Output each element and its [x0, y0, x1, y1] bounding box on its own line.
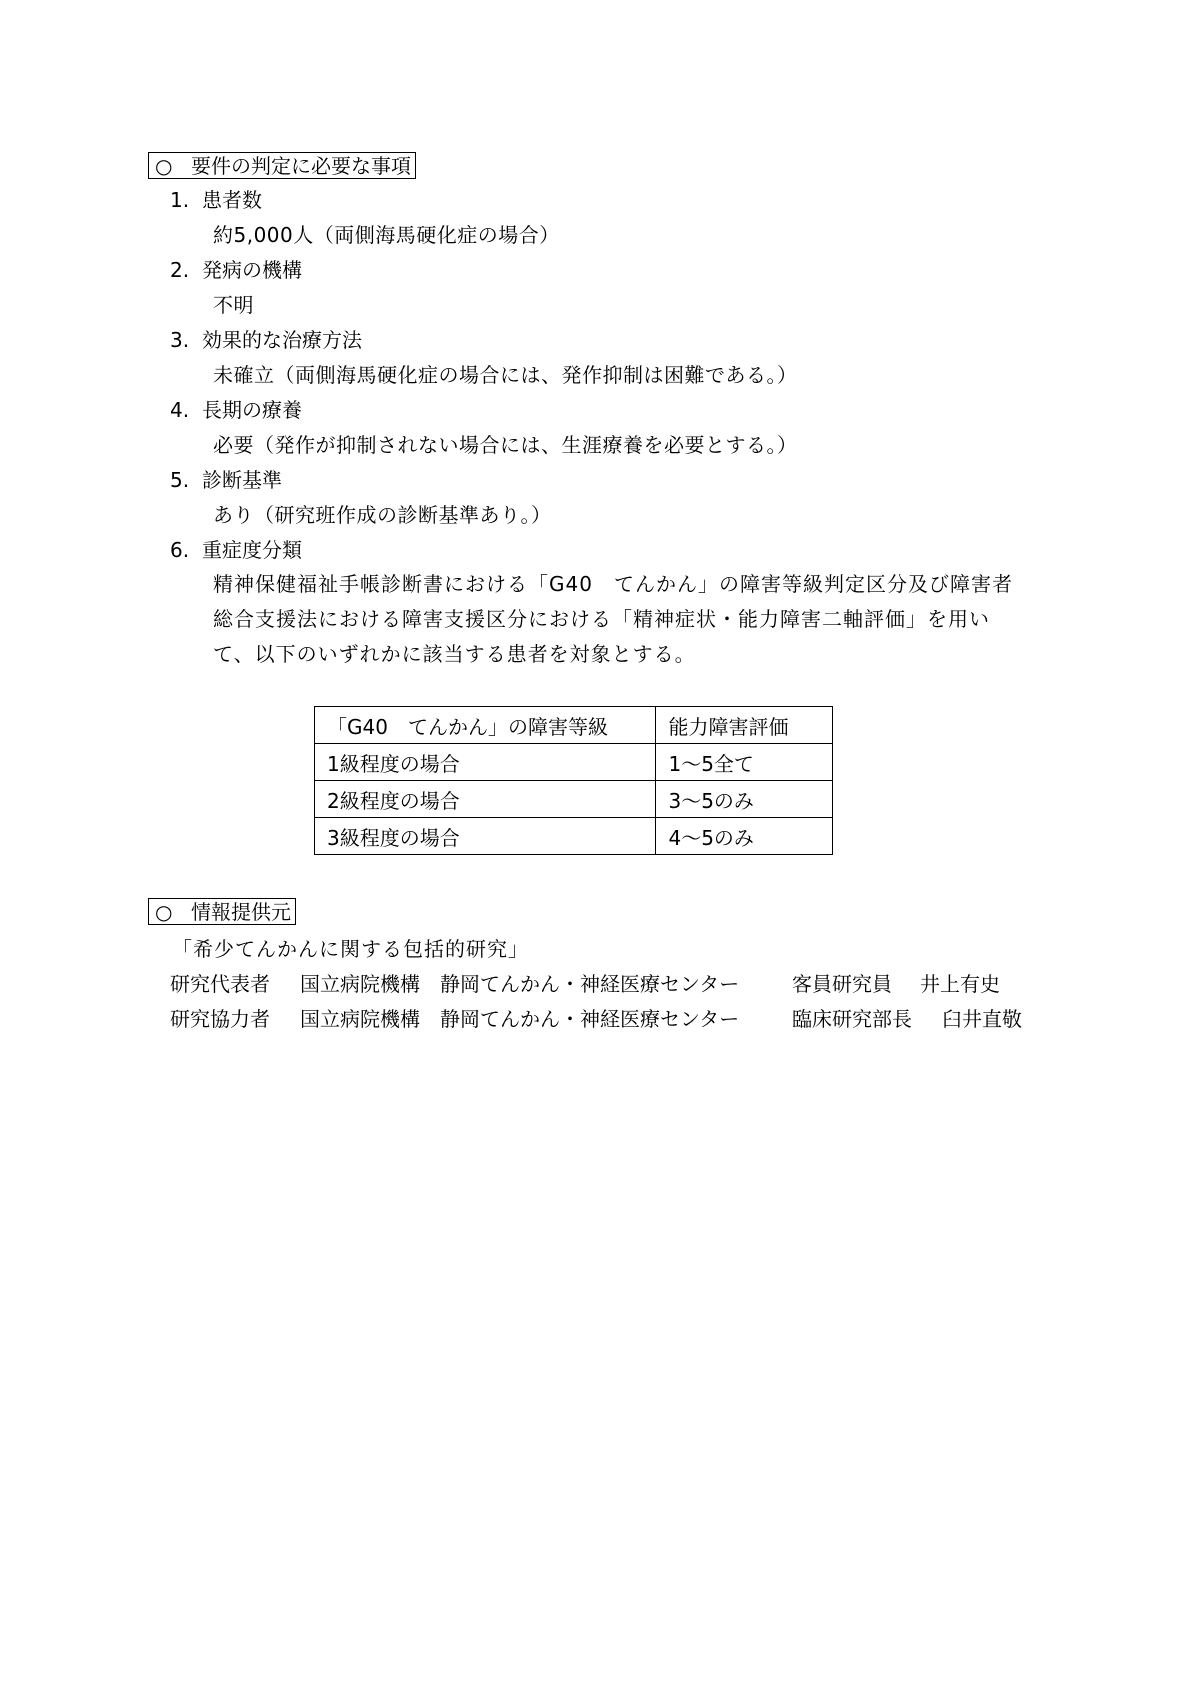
item-number: 2.: [170, 258, 190, 282]
item-2-detail: 不明: [213, 293, 254, 317]
person-name: 井上有史: [920, 972, 1000, 996]
item-label-text: 発病の機構: [202, 258, 302, 282]
item-number: 5.: [170, 468, 190, 492]
section-heading-source: [148, 898, 296, 925]
item-4-label: [170, 397, 302, 423]
paragraph-line: 総合支援法における障害支援区分における「精神症状・能力障害二軸評価」を用い: [213, 607, 990, 631]
table-header-cell: 「G40 てんかん」の障害等級: [315, 707, 656, 744]
table-cell: 4〜5のみ: [656, 818, 833, 855]
disability-grade-table: [314, 706, 833, 855]
item-number: 3.: [170, 328, 190, 352]
table-row: [315, 818, 833, 855]
item-6-label: [170, 537, 302, 563]
table-cell: 1〜5全て: [656, 744, 833, 781]
table-cell: 2級程度の場合: [315, 781, 656, 818]
paragraph-line: 精神保健福祉手帳診断書における「G40 てんかん」の障害等級判定区分及び障害者: [213, 572, 1013, 596]
table-cell: 3〜5のみ: [656, 781, 833, 818]
table-cell: 3級程度の場合: [315, 818, 656, 855]
item-4-detail: 必要（発作が抑制されない場合には、生涯療養を必要とする。）: [213, 433, 798, 457]
item-number: 6.: [170, 538, 190, 562]
item-label-text: 重症度分類: [202, 538, 302, 562]
table-cell: 1級程度の場合: [315, 744, 656, 781]
person-org: 国立病院機構 静岡てんかん・神経医療センター: [300, 972, 740, 996]
item-label-text: 長期の療養: [202, 398, 302, 422]
person-role: 研究協力者: [170, 1007, 270, 1031]
section-heading-text: 要件の判定に必要な事項: [191, 154, 411, 178]
item-number: 1.: [170, 188, 190, 212]
table-row: [315, 781, 833, 818]
item-2-label: [170, 257, 302, 283]
item-1-detail: 約5,000人（両側海馬硬化症の場合）: [213, 223, 560, 247]
circle-marker: ○: [155, 154, 173, 178]
item-label-text: 患者数: [202, 188, 262, 212]
research-title: 「希少てんかんに関する包括的研究」: [172, 937, 529, 961]
item-label-text: 診断基準: [202, 468, 282, 492]
item-5-detail: あり（研究班作成の診断基準あり。）: [213, 503, 552, 527]
person-position: 客員研究員: [792, 972, 892, 996]
person-role: 研究代表者: [170, 972, 270, 996]
table-header-cell: 能力障害評価: [656, 707, 833, 744]
circle-marker: ○: [155, 900, 173, 924]
table-header-row: [315, 707, 833, 744]
person-name: 臼井直敬: [942, 1007, 1022, 1031]
section-heading-requirements: [148, 152, 416, 179]
section-heading-text: 情報提供元: [191, 900, 291, 924]
table-row: [315, 744, 833, 781]
item-number: 4.: [170, 398, 190, 422]
item-3-detail: 未確立（両側海馬硬化症の場合には、発作抑制は困難である。）: [213, 363, 798, 387]
severity-paragraph: [213, 567, 1033, 672]
person-position: 臨床研究部長: [792, 1007, 912, 1031]
person-org: 国立病院機構 静岡てんかん・神経医療センター: [300, 1007, 740, 1031]
item-label-text: 効果的な治療方法: [202, 328, 362, 352]
item-1-label: [170, 187, 262, 213]
item-3-label: [170, 327, 362, 353]
item-5-label: [170, 467, 282, 493]
paragraph-line: て、以下のいずれかに該当する患者を対象とする。: [213, 642, 696, 666]
